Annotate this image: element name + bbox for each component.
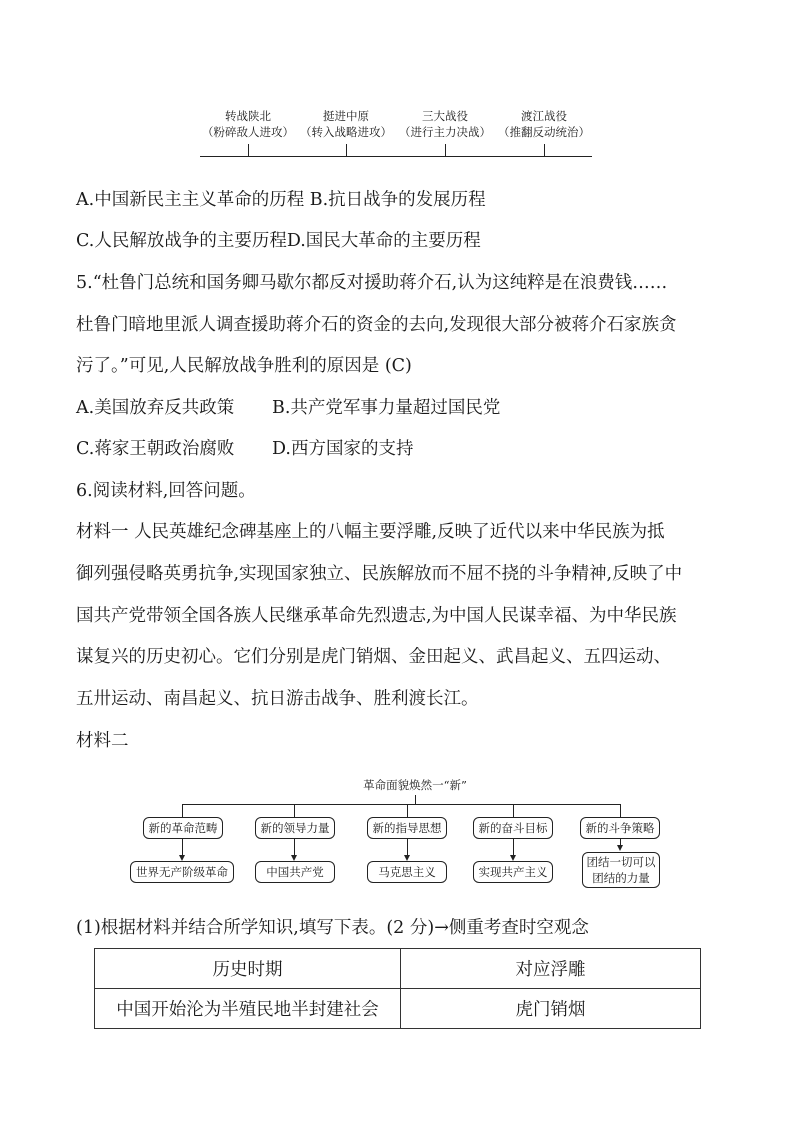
q5-stem-line1: 5.“杜鲁门总统和国务卿马歇尔都反对援助蒋介石,认为这纯粹是在浪费钱……	[76, 273, 668, 293]
diagram-top-box-1: 新的革命范畴	[143, 817, 223, 839]
table-row	[95, 989, 701, 1029]
diagram-connector	[620, 804, 621, 817]
q5-stem-line3: 污了。”可见,人民解放战争胜利的原因是 (C)	[76, 356, 412, 376]
diagram-arrow-line	[182, 839, 183, 856]
diagram-connector	[182, 804, 183, 817]
diagram-bottom-box-5	[582, 852, 660, 888]
q5-option-d: D.西方国家的支持	[272, 439, 414, 459]
q6-stem: 6.阅读材料,回答问题。	[76, 481, 256, 501]
answer-table	[94, 948, 701, 1029]
table-cell: 中国开始沦为半殖民地半封建社会	[95, 989, 401, 1029]
timeline-tick	[544, 144, 545, 156]
timeline-item-4	[489, 108, 599, 140]
q5-option-c: C.蒋家王朝政治腐败	[76, 439, 235, 459]
arrow-down-icon	[617, 845, 623, 851]
q5-stem-line2: 杜鲁门暗地里派人调查援助蒋介石的资金的去向,发现很大部分被蒋介石家族贪	[76, 315, 677, 335]
q4-options-line2: C.人民解放战争的主要历程D.国民大革命的主要历程	[76, 231, 481, 251]
diagram-bottom-box-3: 马克思主义	[367, 861, 447, 883]
timeline-item-3	[390, 108, 500, 140]
timeline-item-title: 三大战役	[422, 109, 468, 123]
diagram-top-box-3: 新的指导思想	[367, 817, 447, 839]
table-header-cell: 对应浮雕	[401, 949, 701, 989]
table-header-row	[95, 949, 701, 989]
timeline-axis	[200, 156, 592, 157]
material1-line3: 国共产党带领全国各族人民继承革命先烈遗志,为中国人民谋幸福、为中华民族	[76, 606, 677, 626]
timeline-item-title: 挺进中原	[323, 109, 369, 123]
timeline-item-title: 转战陕北	[225, 109, 271, 123]
diagram-connector	[407, 804, 408, 817]
timeline-tick	[248, 144, 249, 156]
diagram-top-box-2: 新的领导力量	[255, 817, 335, 839]
table-header-cell: 历史时期	[95, 949, 401, 989]
diagram-top-box-4: 新的奋斗目标	[473, 817, 553, 839]
timeline-item-sub: （进行主力决战）	[399, 125, 491, 139]
diagram-connector	[182, 804, 620, 805]
material2-label: 材料二	[76, 731, 129, 751]
diagram-bottom-box-5-line2: 团结的力量	[592, 871, 650, 885]
timeline-item-title: 渡江战役	[521, 109, 567, 123]
timeline-item-sub: （推翻反动统治）	[498, 125, 590, 139]
table-cell: 虎门销烟	[401, 989, 701, 1029]
timeline-tick	[445, 144, 446, 156]
q4-options-line1: A.中国新民主主义革命的历程 B.抗日战争的发展历程	[76, 190, 486, 210]
diagram-title: 革命面貌焕然一“新”	[363, 778, 467, 792]
diagram-arrow-line	[513, 839, 514, 856]
sub-question-1: (1)根据材料并结合所学知识,填写下表。(2 分)→侧重考查时空观念	[76, 918, 589, 938]
diagram-bottom-box-1: 世界无产阶级革命	[130, 861, 234, 883]
diagram-connector	[415, 795, 416, 804]
timeline-tick	[346, 144, 347, 156]
timeline-item-sub: （粉碎敌人进攻）	[202, 125, 294, 139]
material1-line2: 御列强侵略英勇抗争,实现国家独立、民族解放而不屈不挠的斗争精神,反映了中	[76, 564, 683, 584]
diagram-bottom-box-2: 中国共产党	[255, 861, 335, 883]
timeline-item-1	[193, 108, 303, 140]
diagram-bottom-box-4: 实现共产主义	[473, 861, 553, 883]
material1-line5: 五卅运动、南昌起义、抗日游击战争、胜利渡长江。	[76, 689, 479, 709]
diagram-arrow-line	[407, 839, 408, 856]
q5-option-a: A.美国放弃反共政策	[76, 398, 235, 418]
diagram-top-box-5: 新的斗争策略	[580, 817, 660, 839]
diagram-connector	[294, 804, 295, 817]
diagram-connector	[513, 804, 514, 817]
timeline-item-2	[291, 108, 401, 140]
material1-line4: 谋复兴的历史初心。它们分别是虎门销烟、金田起义、武昌起义、五四运动、	[76, 647, 671, 667]
timeline-item-sub: （转入战略进攻）	[300, 125, 392, 139]
material1-line1: 材料一 人民英雄纪念碑基座上的八幅主要浮雕,反映了近代以来中华民族为抵	[76, 522, 665, 542]
q5-option-b: B.共产党军事力量超过国民党	[272, 398, 501, 418]
diagram-arrow-line	[294, 839, 295, 856]
diagram-bottom-box-5-line1: 团结一切可以	[586, 855, 656, 869]
